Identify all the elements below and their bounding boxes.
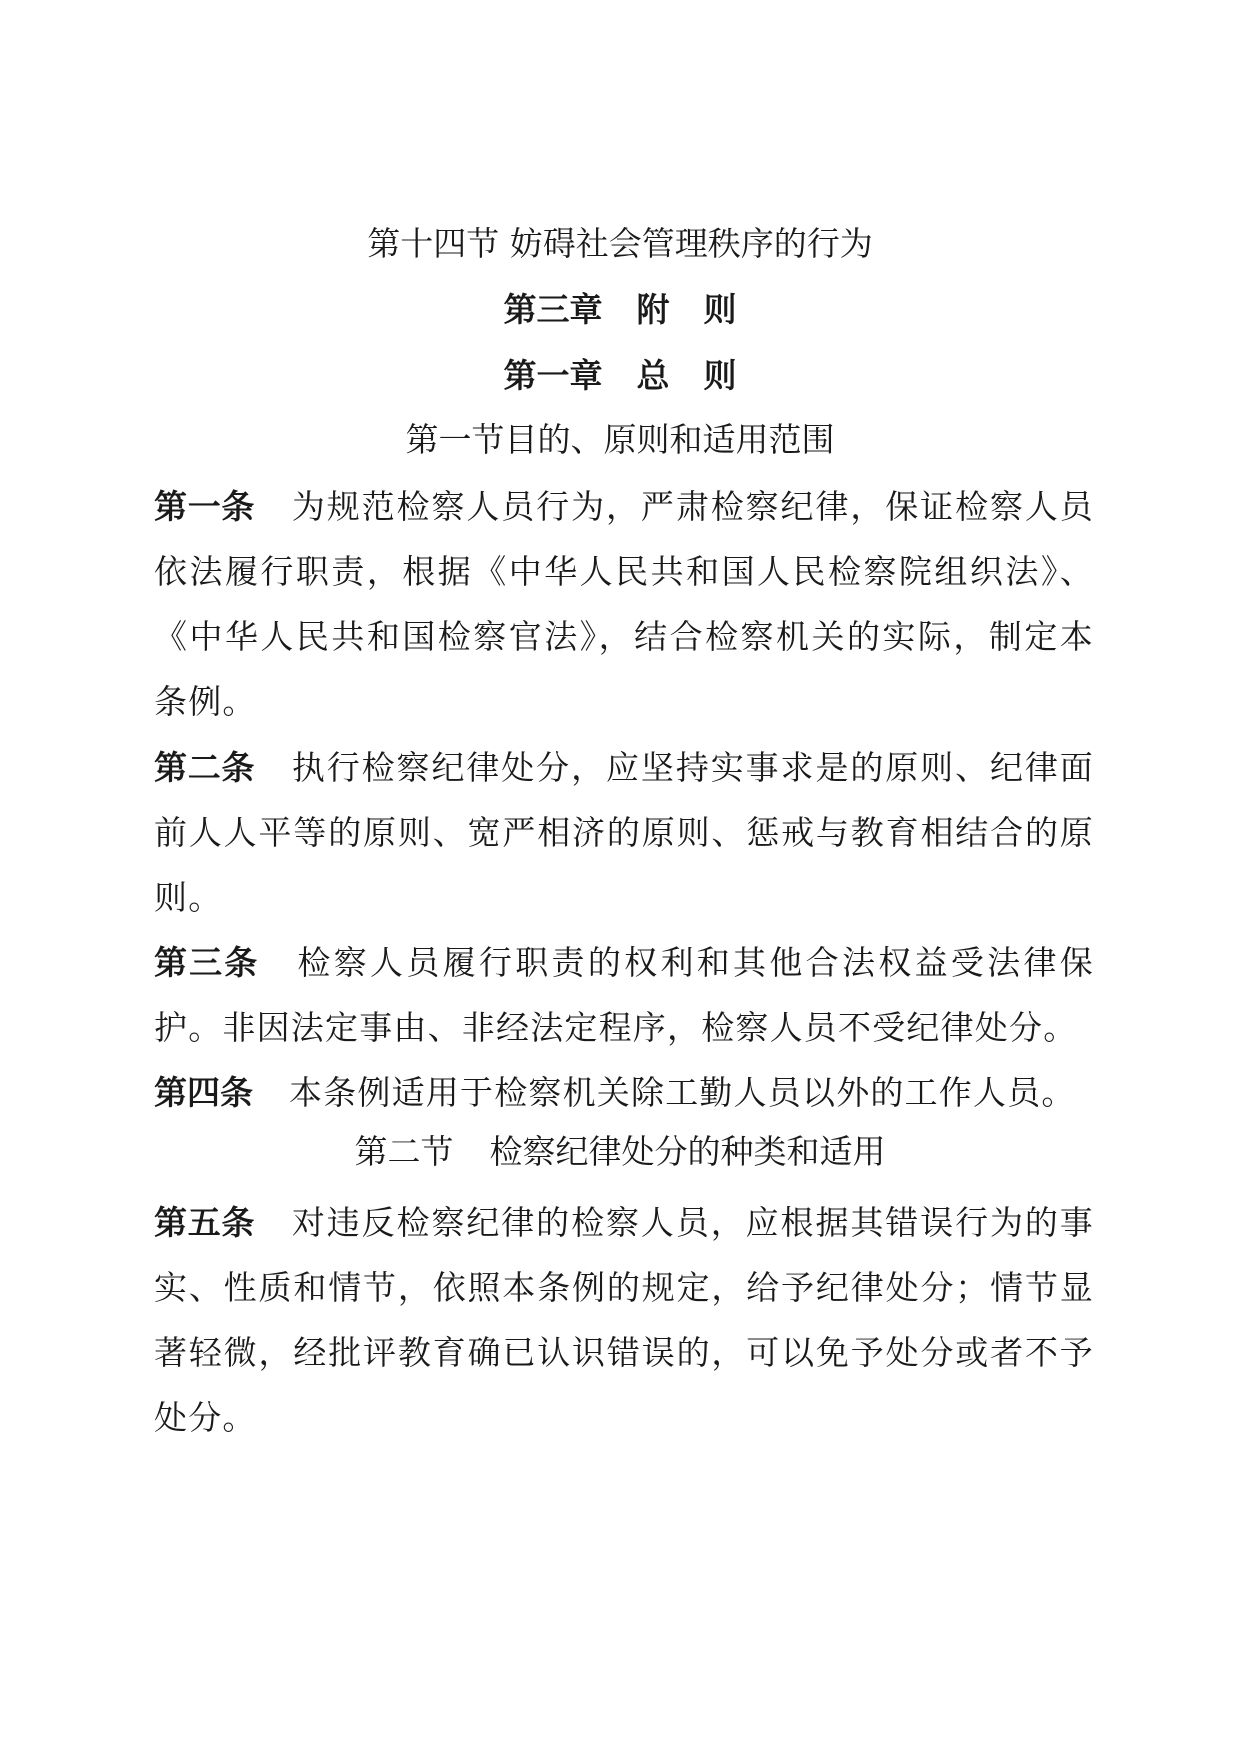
article-2-text: 执行检察纪律处分，应坚持实事求是的原则、纪律面前人人平等的原则、宽严相济的原则、惩戒与教育相结合的原则。 xyxy=(154,748,1094,917)
chapter-3-word-1: 附 xyxy=(636,290,670,329)
chapter-1-label: 第一章 xyxy=(503,356,603,395)
article-2 xyxy=(154,735,1094,930)
section-2-heading xyxy=(0,1132,1240,1172)
section-1-heading xyxy=(0,420,1240,460)
chapter-1-word-2: 则 xyxy=(703,356,737,395)
chapter-3-word-2: 则 xyxy=(703,290,737,329)
section-1-heading-text: 第一节目的、原则和适用范围 xyxy=(405,420,835,459)
article-1 xyxy=(154,474,1094,734)
article-5-text: 对违反检察纪律的检察人员，应根据其错误行为的事实、性质和情节，依照本条例的规定，给予纪律处分；情节显著轻微，经批评教育确已认识错误的，可以免予处分或者不予处分。 xyxy=(154,1203,1094,1437)
article-5-number: 第五条 xyxy=(154,1203,256,1242)
article-3 xyxy=(154,930,1094,1060)
article-3-number: 第三条 xyxy=(154,943,260,982)
article-1-number: 第一条 xyxy=(154,487,256,526)
chapter-3-label: 第三章 xyxy=(503,290,603,329)
article-3-text: 检察人员履行职责的权利和其他合法权益受法律保护。非因法定事由、非经法定程序，检察人员不受纪律处分。 xyxy=(154,943,1094,1047)
article-4-text: 本条例适用于检察机关除工勤人员以外的工作人员。 xyxy=(289,1073,1076,1112)
section-14-heading xyxy=(0,224,1240,264)
article-2-number: 第二条 xyxy=(154,748,256,787)
article-5 xyxy=(154,1190,1094,1450)
chapter-1-word-1: 总 xyxy=(636,356,670,395)
chapter-1-heading xyxy=(0,356,1240,396)
section-2-label: 第二节 xyxy=(354,1132,454,1171)
article-4 xyxy=(154,1060,1094,1125)
section-2-title: 检察纪律处分的种类和适用 xyxy=(489,1132,886,1171)
chapter-3-heading xyxy=(0,290,1240,330)
article-1-text: 为规范检察人员行为，严肃检察纪律，保证检察人员依法履行职责，根据《中华人民共和国人民检察院组织法》、《中华人民共和国检察官法》，结合检察机关的实际，制定本条例。 xyxy=(154,487,1094,721)
section-14-heading-text: 第十四节 妨碍社会管理秩序的行为 xyxy=(367,224,873,263)
article-4-number: 第四条 xyxy=(154,1073,253,1112)
